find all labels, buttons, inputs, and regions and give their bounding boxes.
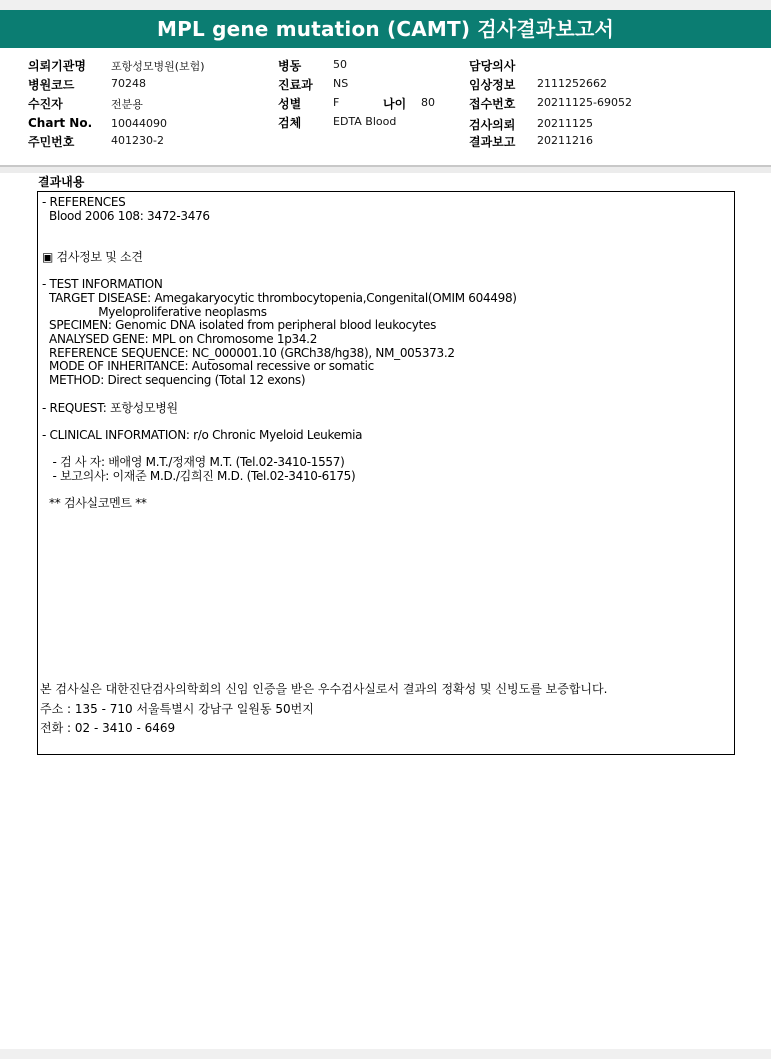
patient-name-label: 수진자 [28, 97, 63, 111]
specimen-value: EDTA Blood [333, 115, 397, 128]
phone-text: 전화 : 02 - 3410 - 6469 [40, 721, 176, 735]
report-title: MPL gene mutation (CAMT) 검사결과보고서 [0, 10, 771, 48]
header-shadow-band [0, 167, 771, 173]
patient-info-header [0, 48, 771, 166]
age-label: 나이 [383, 97, 407, 111]
chart-no-value: 10044090 [111, 117, 167, 130]
age-value: 80 [421, 96, 435, 109]
request-date-label: 검사의뢰 [469, 118, 516, 132]
address-text: 주소 : 135 - 710 서울특별시 강남구 일원동 50번지 [40, 702, 314, 716]
specimen-label: 검체 [278, 116, 302, 130]
hospital-name-label: 의뢰기관명 [28, 59, 86, 73]
top-margin [0, 0, 771, 10]
resident-no-label: 주민번호 [28, 135, 75, 149]
hospital-code-label: 병원코드 [28, 78, 75, 92]
bottom-margin [0, 1049, 771, 1059]
result-body-text: - REFERENCES Blood 2006 108: 3472-3476 ▣ 검사정보 및 소견 - TEST INFORMATION TARGET DISEASE: Amegakaryocytic thrombocytopenia,Congenital(OMIM 604498) Myeloproliferative neoplasms SPECIMEN: Genomic DNA isolated from peripheral blood leukocytes ANALYSED GENE: MPL on Chromosome 1p34.2 REFERENCE SEQUENCE: NC_000001.10 (GRCh38/hg38), NM_005373.2 MODE OF INHERITANCE: Autosomal recessive or somatic METHOD: Direct sequencing (Total 12 exons) - REQUEST: 포항성모병원 - CLINICAL INFORMATION: r/o Chronic Myeloid Leukemia - 검 사 자: 배애영 M.T./정재영 M.T. (Tel.02-3410-1557) - 보고의사: 이재준 M.D./김희진 M.D. (Tel.02-3410-6175) ** 검사실코멘트 ** [42, 195, 517, 511]
receipt-no-value: 20211125-69052 [537, 96, 632, 109]
department-label: 진료과 [278, 78, 313, 92]
attending-physician-label: 담당의사 [469, 59, 516, 73]
result-content-box [37, 191, 735, 755]
report-date-label: 결과보고 [469, 135, 516, 149]
report-date-value: 20211216 [537, 134, 593, 147]
clinical-info-label: 임상정보 [469, 78, 516, 92]
ward-value: 50 [333, 58, 347, 71]
resident-no-value: 401230-2 [111, 134, 164, 147]
request-date-value: 20211125 [537, 117, 593, 130]
department-value: NS [333, 77, 349, 90]
chart-no-label: Chart No. [28, 116, 93, 130]
hospital-code-value: 70248 [111, 77, 146, 90]
certification-text: 본 검사실은 대한진단검사의학회의 신임 인증을 받은 우수검사실로서 결과의 정확성 및 신빙도를 보증합니다. [40, 682, 608, 696]
result-section-title: 결과내용 [38, 175, 85, 189]
hospital-name-value: 포항성모병원(보험) [111, 60, 205, 73]
clinical-info-value: 2111252662 [537, 77, 607, 90]
sex-value: F [333, 96, 340, 109]
receipt-no-label: 접수번호 [469, 97, 516, 111]
patient-name-value: 전분용 [111, 98, 143, 111]
ward-label: 병동 [278, 59, 302, 73]
sex-label: 성별 [278, 97, 302, 111]
